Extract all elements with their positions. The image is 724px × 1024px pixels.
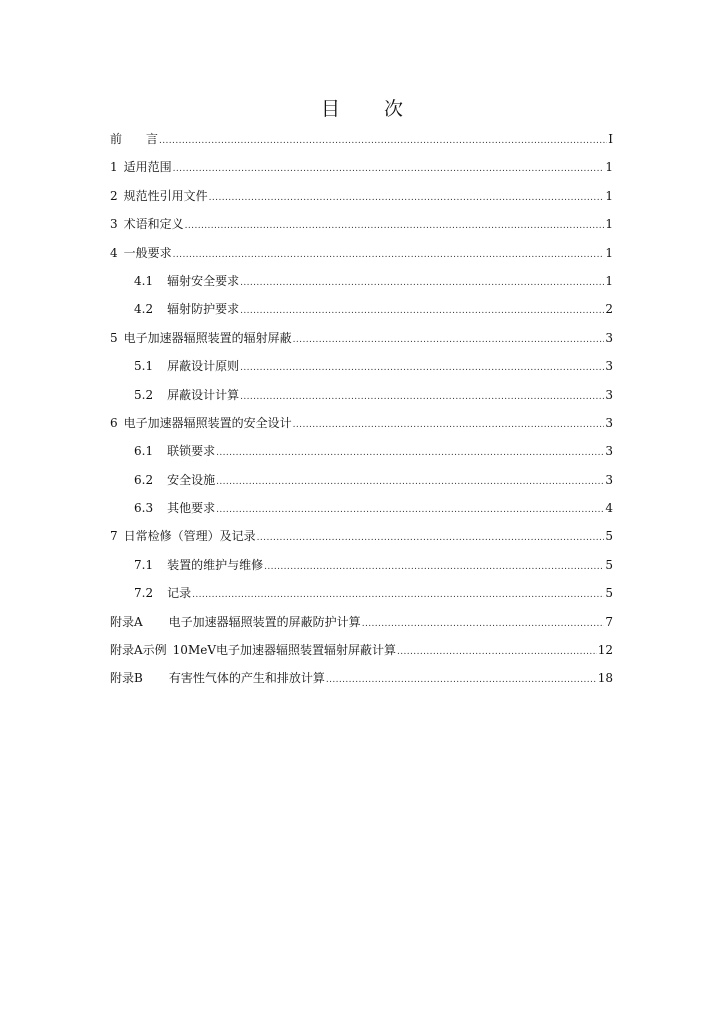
toc-leader-dots xyxy=(240,359,604,377)
toc-entry-page: 5 xyxy=(605,557,613,572)
toc-entry-text: 装置的维护与维修 xyxy=(167,557,264,572)
toc-entry-number: 7.2 xyxy=(134,586,154,601)
toc-entry-5-1[interactable] xyxy=(110,357,613,385)
toc-entry-text: 适用范围 xyxy=(123,160,172,175)
toc-entry-label xyxy=(110,187,208,205)
toc-entry-page: 5 xyxy=(605,586,613,601)
toc-leader-dots xyxy=(216,473,604,491)
toc-leader-dots xyxy=(326,671,597,689)
toc-leader-dots xyxy=(264,558,604,576)
title-part-2: 次 xyxy=(384,98,404,120)
toc-entry-label xyxy=(110,669,325,687)
toc-entry-text: 一般要求 xyxy=(123,245,172,260)
toc-leader-dots xyxy=(293,416,605,434)
toc-entry-page: 1 xyxy=(605,217,613,232)
title-part-1: 目 xyxy=(320,98,340,120)
toc-entry-number: 附录B xyxy=(110,671,143,686)
toc-entry-number: 6.3 xyxy=(134,501,154,516)
toc-entry-label xyxy=(110,527,256,545)
toc-leader-dots xyxy=(216,444,604,462)
toc-entry-number: 5.1 xyxy=(134,359,154,374)
toc-entry-7-1[interactable] xyxy=(110,556,613,584)
toc-entry-label xyxy=(134,471,215,489)
toc-entry-number: 5.2 xyxy=(134,387,154,402)
toc-entry-text: 屏蔽设计原则 xyxy=(167,359,240,374)
toc-entry-number: 4.2 xyxy=(134,302,154,317)
toc-entry-appendix-a[interactable] xyxy=(110,613,613,641)
toc-entry-page: 5 xyxy=(605,529,613,544)
toc-entry-label xyxy=(110,244,172,262)
toc-entry-number: 7.1 xyxy=(134,557,154,572)
toc-entry-page: 2 xyxy=(605,302,613,317)
toc-entry-appendix-b[interactable] xyxy=(110,669,613,697)
toc-entry-page: 1 xyxy=(605,245,613,260)
toc-entry-page: 1 xyxy=(605,188,613,203)
toc-entry-page: 7 xyxy=(605,614,613,629)
toc-entry-text: 规范性引用文件 xyxy=(123,188,208,203)
toc-entry-number: 7 xyxy=(110,529,118,544)
toc-entry-page: 3 xyxy=(605,472,613,487)
toc-entry-6-3[interactable] xyxy=(110,499,613,527)
toc-entry-page: 18 xyxy=(597,671,613,686)
toc-entry-text: 联锁要求 xyxy=(167,444,216,459)
toc-entry-page: 3 xyxy=(605,359,613,374)
toc-entry-text: 有害性气体的产生和排放计算 xyxy=(168,671,325,686)
toc-entry-text: 电子加速器辐照装置的安全设计 xyxy=(123,415,292,430)
toc-entry-6-2[interactable] xyxy=(110,471,613,499)
toc-entry-appendix-a-example[interactable] xyxy=(110,641,613,669)
toc-leader-dots xyxy=(185,217,605,235)
toc-entry-label xyxy=(134,300,239,318)
toc-leader-dots xyxy=(173,246,605,264)
page-title xyxy=(0,94,724,121)
toc-entry-label xyxy=(134,357,239,375)
toc-leader-dots xyxy=(257,529,605,547)
toc-leader-dots xyxy=(397,643,597,661)
toc-entry-label xyxy=(134,272,239,290)
toc-leader-dots xyxy=(173,160,605,178)
toc-entry-7-2[interactable] xyxy=(110,584,613,612)
toc-entry-number: 6 xyxy=(110,415,118,430)
toc-entry-page: 1 xyxy=(605,160,613,175)
toc-entry-label: 前 言 xyxy=(110,132,159,146)
toc-entry-number: 5 xyxy=(110,330,118,345)
toc-entry-label xyxy=(110,329,292,347)
toc-entry-text: 记录 xyxy=(167,586,192,601)
toc-entry-text: 电子加速器辐照装置的屏蔽防护计算 xyxy=(168,614,361,629)
toc-entry-label xyxy=(134,499,215,517)
toc-entry-text: 日常检修（管理）及记录 xyxy=(123,529,256,544)
toc-entry-number: 6.2 xyxy=(134,472,154,487)
toc-entry-page: 3 xyxy=(605,387,613,402)
toc-leader-dots xyxy=(293,331,605,349)
toc-entry-text: 安全设施 xyxy=(167,472,216,487)
toc-entry-text: 辐射安全要求 xyxy=(167,273,240,288)
toc-leader-dots xyxy=(159,132,607,150)
toc-entry-label xyxy=(110,641,396,659)
toc-entry-number: 2 xyxy=(110,188,118,203)
toc-entry-5[interactable] xyxy=(110,329,613,357)
table-of-contents xyxy=(110,130,613,698)
toc-entry-label xyxy=(110,158,172,176)
toc-entry-number: 附录A示例 xyxy=(110,643,167,658)
toc-entry-number: 4.1 xyxy=(134,273,154,288)
toc-entry-text: 屏蔽设计计算 xyxy=(167,387,240,402)
toc-leader-dots xyxy=(362,615,605,633)
toc-entry-label xyxy=(134,584,191,602)
toc-entry-text: 电子加速器辐照装置的辐射屏蔽 xyxy=(123,330,292,345)
toc-entry-number: 附录A xyxy=(110,614,143,629)
toc-entry-label xyxy=(134,386,239,404)
toc-entry-page: 4 xyxy=(605,501,613,516)
toc-entry-label xyxy=(134,556,263,574)
toc-leader-dots xyxy=(240,274,604,292)
toc-entry-label xyxy=(134,442,215,460)
toc-entry-label xyxy=(110,414,292,432)
toc-entry-6[interactable] xyxy=(110,414,613,442)
toc-entry-page: 3 xyxy=(605,415,613,430)
toc-entry-text: 辐射防护要求 xyxy=(167,302,240,317)
toc-entry-number: 1 xyxy=(110,160,118,175)
toc-entry-page: I xyxy=(608,132,613,146)
toc-leader-dots xyxy=(240,388,604,406)
toc-entry-4[interactable] xyxy=(110,244,613,272)
toc-entry-page: 1 xyxy=(605,273,613,288)
toc-leader-dots xyxy=(216,501,604,519)
toc-entry-number: 4 xyxy=(110,245,118,260)
toc-entry-7[interactable] xyxy=(110,527,613,555)
toc-entry-5-2[interactable] xyxy=(110,386,613,414)
toc-entry-6-1[interactable] xyxy=(110,442,613,470)
toc-entry-label xyxy=(110,215,184,233)
toc-leader-dots xyxy=(209,189,605,207)
toc-entry-number: 3 xyxy=(110,217,118,232)
toc-entry-page: 3 xyxy=(605,444,613,459)
toc-entry-foreword[interactable] xyxy=(110,130,613,158)
toc-entry-page: 3 xyxy=(605,330,613,345)
toc-leader-dots xyxy=(192,586,604,604)
toc-entry-number: 6.1 xyxy=(134,444,154,459)
toc-entry-3[interactable] xyxy=(110,215,613,243)
toc-entry-label xyxy=(110,613,361,631)
toc-entry-text: 术语和定义 xyxy=(123,217,184,232)
toc-leader-dots xyxy=(240,302,604,320)
toc-entry-4-2[interactable] xyxy=(110,300,613,328)
toc-entry-page: 12 xyxy=(597,643,613,658)
toc-entry-1[interactable] xyxy=(110,158,613,186)
toc-entry-text: 其他要求 xyxy=(167,501,216,516)
toc-entry-4-1[interactable] xyxy=(110,272,613,300)
toc-entry-2[interactable] xyxy=(110,187,613,215)
toc-entry-text: 10MeV电子加速器辐照装置辐射屏蔽计算 xyxy=(172,643,396,658)
